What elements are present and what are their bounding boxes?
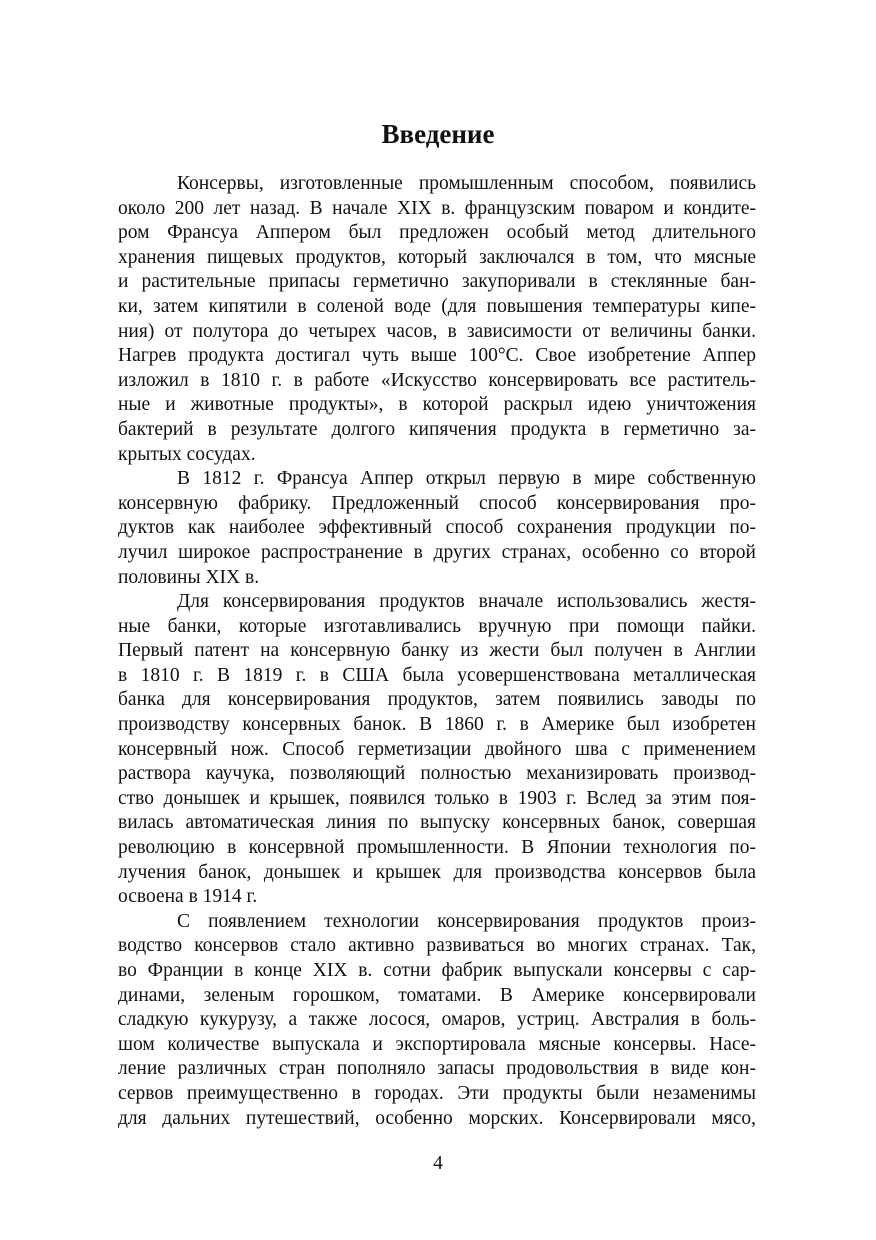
text-line: динами, зеленым горошком, томатами. В Америке консервировали bbox=[118, 984, 756, 1006]
text-line: Консервы, изготовленные промышленным способом, появились bbox=[177, 173, 756, 194]
text-line: для дальних путешествий, особенно морских. Консервировали мясо, bbox=[118, 1107, 756, 1129]
text-line: С появлением технологии консервирования продуктов произ- bbox=[177, 910, 756, 932]
text-line: половины XIX в. bbox=[118, 566, 260, 588]
page-title: Введение bbox=[381, 119, 495, 149]
text-line: около 200 лет назад. В начале XIX в. французским поваром и кондите- bbox=[118, 197, 756, 219]
text-line: лучения банок, донышек и крышек для производства консервов была bbox=[118, 861, 756, 883]
text-line: ные и животные продукты», в которой раскрыл идею уничтожения bbox=[118, 394, 756, 416]
text-line: водство консервов стало активно развиваться во многих странах. Так, bbox=[118, 935, 756, 957]
paragraph bbox=[118, 172, 756, 467]
text-line: ки, затем кипятили в соленой воде (для повышения температуры кипе- bbox=[118, 295, 756, 317]
text-line: крытых сосудах. bbox=[118, 443, 256, 465]
text-line: Первый патент на консервную банку из жести был получен в Англии bbox=[118, 640, 756, 662]
text-line: лучил широкое распространение в других странах, особенно со второй bbox=[118, 541, 756, 563]
text-line: Нагрев продукта достигал чуть выше 100°С. Свое изобретение Аппер bbox=[118, 345, 756, 367]
text-line: хранения пищевых продуктов, который заключался в том, что мясные bbox=[118, 246, 756, 268]
page-number: 4 bbox=[433, 1153, 443, 1174]
paragraph bbox=[118, 590, 756, 910]
text-line: сладкую кукурузу, а также лосося, омаров, устриц. Австралия в боль- bbox=[118, 1009, 756, 1031]
text-line: шом количестве выпускала и экспортировала мясные консервы. Насе- bbox=[118, 1033, 756, 1055]
body-text bbox=[118, 172, 756, 1131]
text-line: производству консервных банок. В 1860 г. в Америке был изобретен bbox=[118, 714, 756, 736]
text-line: и растительные припасы герметично закупоривали в стеклянные бан- bbox=[118, 271, 756, 293]
paragraph bbox=[118, 467, 756, 590]
text-line: в 1810 г. В 1819 г. в США была усовершенствована металлическая bbox=[118, 664, 756, 686]
text-line: консервный нож. Способ герметизации двойного шва с применением bbox=[118, 738, 756, 760]
paragraph bbox=[118, 910, 756, 1131]
text-line: дуктов как наиболее эффективный способ сохранения продукции по- bbox=[118, 517, 756, 539]
text-line: ство донышек и крышек, появился только в 1903 г. Вслед за этим поя- bbox=[118, 787, 756, 809]
text-line: революцию в консервной промышленности. В Японии технология по- bbox=[118, 837, 756, 859]
text-line: вилась автоматическая линия по выпуску консервных банок, совершая bbox=[118, 812, 756, 834]
text-line: изложил в 1810 г. в работе «Искусство консервировать все раститель- bbox=[118, 369, 756, 391]
text-line: во Франции в конце XIX в. сотни фабрик выпускали консервы с сар- bbox=[118, 960, 756, 981]
text-line: В 1812 г. Франсуа Аппер открыл первую в мире собственную bbox=[177, 468, 756, 490]
text-line: ные банки, которые изготавливались вручную при помощи пайки. bbox=[118, 615, 756, 637]
text-line: ния) от полутора до четырех часов, в зависимости от величины банки. bbox=[118, 320, 756, 342]
text-line: ление различных стран пополняло запасы продовольствия в виде кон- bbox=[118, 1058, 756, 1080]
text-line: консервную фабрику. Предложенный способ консервирования про- bbox=[118, 492, 756, 514]
text-line: освоена в 1914 г. bbox=[118, 886, 258, 908]
text-line: банка для консервирования продуктов, затем появились заводы по bbox=[118, 689, 756, 711]
text-line: сервов преимущественно в городах. Эти продукты были незаменимы bbox=[118, 1082, 756, 1104]
text-line: ром Франсуа Аппером был предложен особый метод длительного bbox=[118, 222, 756, 244]
text-line: бактерий в результате долгого кипячения продукта в герметично за- bbox=[118, 418, 756, 440]
text-line: раствора каучука, позволяющий полностью механизировать производ- bbox=[118, 763, 756, 785]
text-line: Для консервирования продуктов вначале использовались жестя- bbox=[177, 591, 756, 613]
